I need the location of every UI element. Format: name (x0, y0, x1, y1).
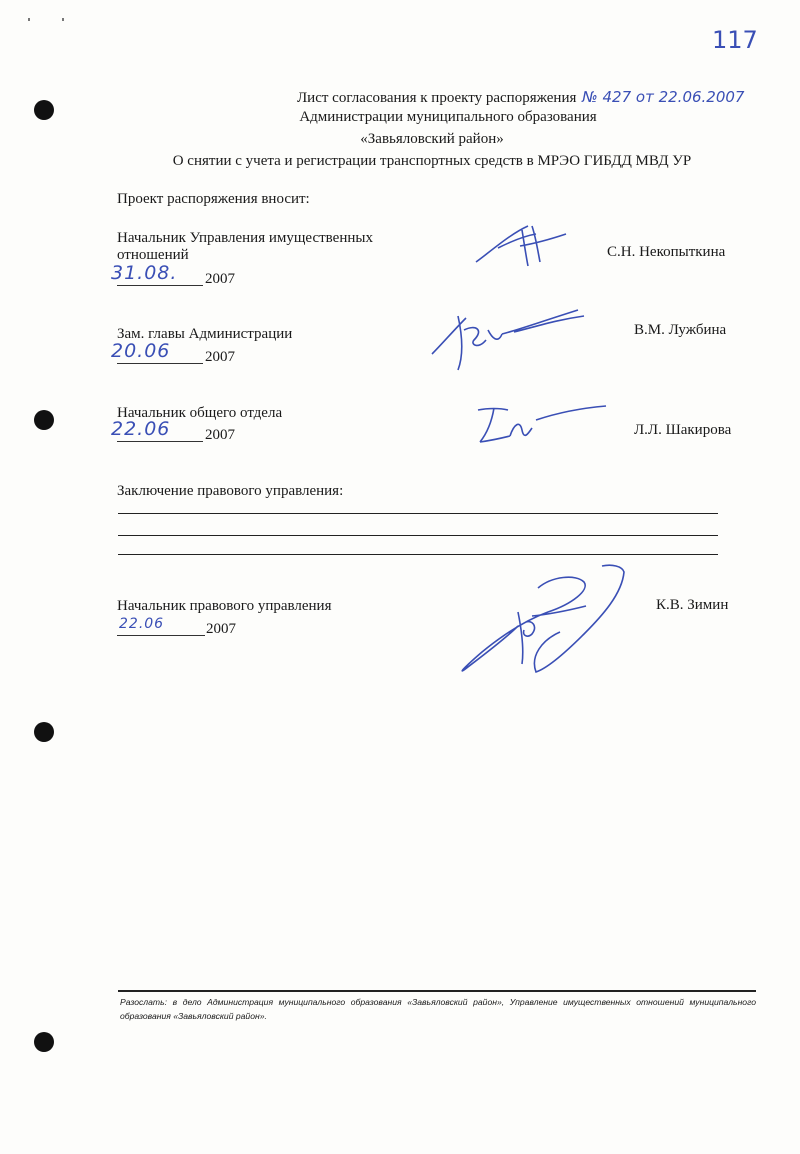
footer-rule (118, 990, 756, 992)
approval-position: Начальник Управления имущественных (117, 230, 373, 246)
scan-mark (28, 18, 30, 21)
approver-name: В.М. Лужбина (634, 322, 727, 338)
punch-hole (34, 410, 54, 430)
distribution-note: Разослать: в дело Администрация муниципального образования «Завьяловский район», Управление имущественных отношений муниципального образования «Завьяловский район». (120, 997, 756, 1021)
intro-text: Проект распоряжения вносит: (117, 191, 310, 207)
punch-hole (34, 1032, 54, 1052)
date-underline (117, 363, 203, 364)
approver-name: Л.Л. Шакирова (634, 422, 732, 438)
signature-3 (470, 400, 610, 448)
approval-date (111, 340, 247, 366)
header-line-2: Администрации муниципального образования (299, 109, 597, 125)
signature-1 (470, 222, 570, 272)
date-underline (117, 441, 203, 442)
blank-line (118, 535, 718, 536)
approval-position: Начальник общего отдела (117, 405, 283, 421)
header-line-3: «Завьяловский район» (360, 131, 504, 147)
date-year: 2007 (205, 349, 235, 365)
blank-line (118, 513, 718, 514)
blank-line (118, 554, 718, 555)
signature-2 (428, 304, 588, 376)
legal-position: Начальник правового управления (117, 598, 332, 614)
scan-mark (62, 18, 64, 21)
date-handwritten: 22.06 (111, 418, 171, 440)
approval-position-cont: отношений (117, 247, 189, 263)
approver-name: С.Н. Некопыткина (607, 244, 726, 260)
signature-legal (452, 560, 642, 680)
legal-approver-name: К.В. Зимин (656, 597, 729, 613)
header-line-4: О снятии с учета и регистрации транспортных средств в МРЭО ГИБДД МВД УР (172, 153, 692, 169)
approval-date (111, 262, 247, 288)
date-handwritten: 20.06 (111, 340, 171, 362)
date-handwritten: 22.06 (119, 616, 165, 632)
date-year: 2007 (205, 427, 235, 443)
header-title: Лист согласования к проекту распоряжения (297, 90, 577, 106)
legal-conclusion-label: Заключение правового управления: (117, 483, 344, 499)
approval-position: Зам. главы Администрации (117, 326, 293, 342)
order-number-handwritten: № 427 от 22.06.2007 (582, 88, 745, 106)
date-year: 2007 (206, 621, 236, 637)
date-underline (117, 285, 203, 286)
legal-date (117, 616, 247, 638)
punch-hole (34, 722, 54, 742)
header-line-1 (297, 88, 744, 107)
date-underline (117, 635, 205, 636)
page-number: 117 (712, 26, 758, 54)
date-year: 2007 (205, 271, 235, 287)
date-handwritten: 31.08. (111, 262, 178, 284)
approval-date (111, 418, 247, 444)
